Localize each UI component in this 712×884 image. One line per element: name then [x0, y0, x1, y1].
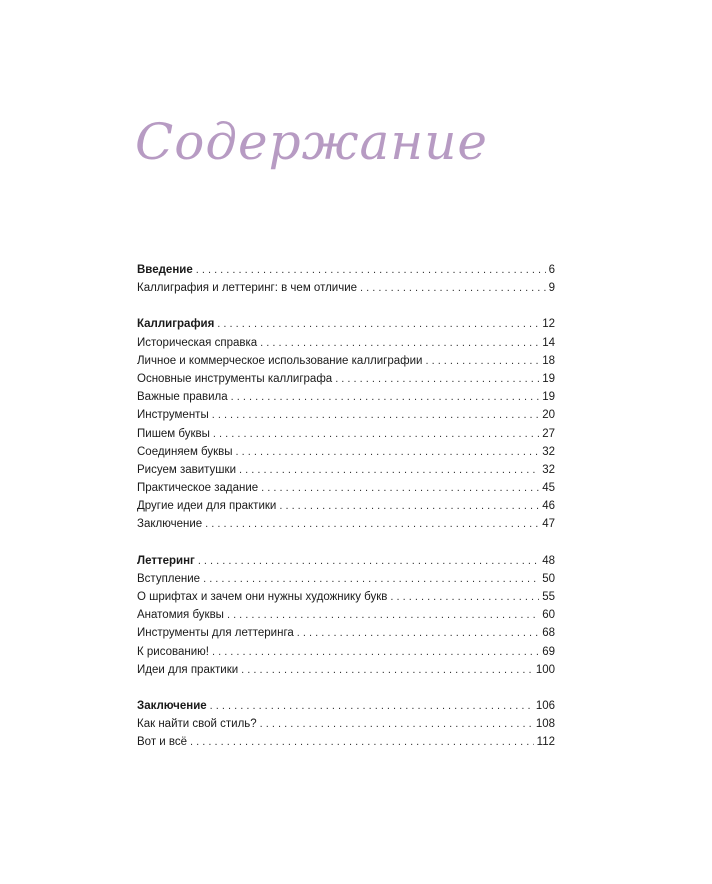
toc-entry: [137, 479, 555, 497]
toc-entry: [137, 443, 555, 461]
entry-title: Вот и всё: [137, 736, 188, 749]
toc-section-heading: [137, 697, 555, 715]
page-number: 108: [535, 718, 555, 731]
entry-title: Основные инструменты каллиграфа: [137, 372, 333, 385]
page-number: 32: [542, 463, 555, 476]
dot-leader: [227, 606, 539, 624]
entry-title: Личное и коммерческое использование каллиграфии: [137, 354, 423, 367]
toc-entry: [137, 606, 555, 624]
dot-leader: [213, 425, 539, 443]
toc-entry: [137, 643, 555, 661]
page-number: 69: [542, 645, 555, 658]
page-number: 50: [542, 572, 555, 585]
toc-section: [137, 697, 555, 752]
toc-entry: [137, 406, 555, 424]
toc-entry: [137, 733, 555, 751]
entry-title: Другие идеи для практики: [137, 500, 277, 513]
dot-leader: [196, 261, 546, 279]
toc-entry: [137, 279, 555, 297]
page-number: 27: [542, 427, 555, 440]
dot-leader: [241, 661, 533, 679]
dot-leader: [425, 352, 539, 370]
toc-entry: [137, 370, 555, 388]
page-number: 46: [542, 500, 555, 513]
dot-leader: [335, 370, 539, 388]
page-number: 48: [542, 554, 555, 567]
entry-title: Анатомия буквы: [137, 609, 224, 622]
entry-title: Заключение: [137, 518, 203, 531]
page-number: 12: [542, 318, 555, 331]
toc-section: [137, 552, 555, 679]
entry-title: Инструменты: [137, 409, 209, 422]
toc-entry: [137, 334, 555, 352]
dot-leader: [260, 715, 533, 733]
dot-leader: [203, 570, 539, 588]
dot-leader: [217, 315, 539, 333]
dot-leader: [231, 388, 540, 406]
dot-leader: [212, 406, 539, 424]
entry-title: О шрифтах и зачем они нужны художнику букв: [137, 591, 388, 603]
page-number: 106: [535, 699, 555, 712]
entry-title: Рисуем завитушки: [137, 463, 236, 476]
dot-leader: [236, 443, 540, 461]
dot-leader: [212, 643, 539, 661]
page-number: 55: [542, 591, 555, 603]
entry-title: Историческая справка: [137, 336, 258, 349]
page-number: 32: [542, 445, 555, 458]
entry-title: Вступление: [137, 572, 201, 585]
toc-entry: [137, 388, 555, 406]
toc-entry: [137, 515, 555, 533]
toc-entry: [137, 461, 555, 479]
section-title: Каллиграфия: [137, 318, 215, 331]
dot-leader: [260, 334, 539, 352]
toc-entry: [137, 352, 555, 370]
entry-title: Как найти свой стиль?: [137, 718, 257, 731]
dot-leader: [390, 588, 539, 606]
page-number: 45: [542, 482, 555, 495]
toc-entry: [137, 715, 555, 733]
toc-entry: [137, 661, 555, 679]
page-number: 6: [548, 264, 555, 276]
toc-section-heading: [137, 315, 555, 333]
page-number: 60: [542, 609, 555, 622]
toc-section-heading: [137, 261, 555, 279]
entry-title: Идеи для практики: [137, 663, 239, 676]
page-number: 19: [542, 391, 555, 404]
page-number: 19: [542, 372, 555, 385]
page-number: 14: [542, 336, 555, 349]
toc-entry: [137, 425, 555, 443]
section-title: Леттеринг: [137, 554, 195, 567]
toc-entry: [137, 588, 555, 606]
toc-section: [137, 261, 555, 297]
dot-leader: [261, 479, 539, 497]
dot-leader: [239, 461, 539, 479]
table-of-contents: [137, 261, 555, 770]
dot-leader: [360, 279, 546, 297]
dot-leader: [297, 624, 539, 642]
dot-leader: [198, 552, 539, 570]
section-title: Введение: [137, 264, 193, 276]
page-number: 47: [542, 518, 555, 531]
dot-leader: [190, 733, 534, 751]
entry-title: Важные правила: [137, 391, 228, 404]
page-title: Содержание: [135, 113, 489, 171]
toc-section: [137, 315, 555, 533]
toc-entry: [137, 624, 555, 642]
toc-section-heading: [137, 552, 555, 570]
entry-title: Инструменты для леттеринга: [137, 627, 294, 640]
page-number: 100: [535, 663, 555, 676]
entry-title: К рисованию!: [137, 645, 209, 658]
toc-entry: [137, 570, 555, 588]
toc-entry: [137, 497, 555, 515]
dot-leader: [205, 515, 539, 533]
page-number: 68: [542, 627, 555, 640]
entry-title: Пишем буквы: [137, 427, 210, 440]
entry-title: Соединяем буквы: [137, 445, 233, 458]
page-number: 20: [542, 409, 555, 422]
page-number: 112: [536, 736, 555, 749]
section-title: Заключение: [137, 699, 207, 712]
dot-leader: [279, 497, 539, 515]
dot-leader: [210, 697, 533, 715]
entry-title: Практическое задание: [137, 482, 259, 495]
entry-title: Каллиграфия и леттеринг: в чем отличие: [137, 282, 358, 295]
page-number: 18: [542, 354, 555, 367]
page-number: 9: [548, 282, 555, 295]
